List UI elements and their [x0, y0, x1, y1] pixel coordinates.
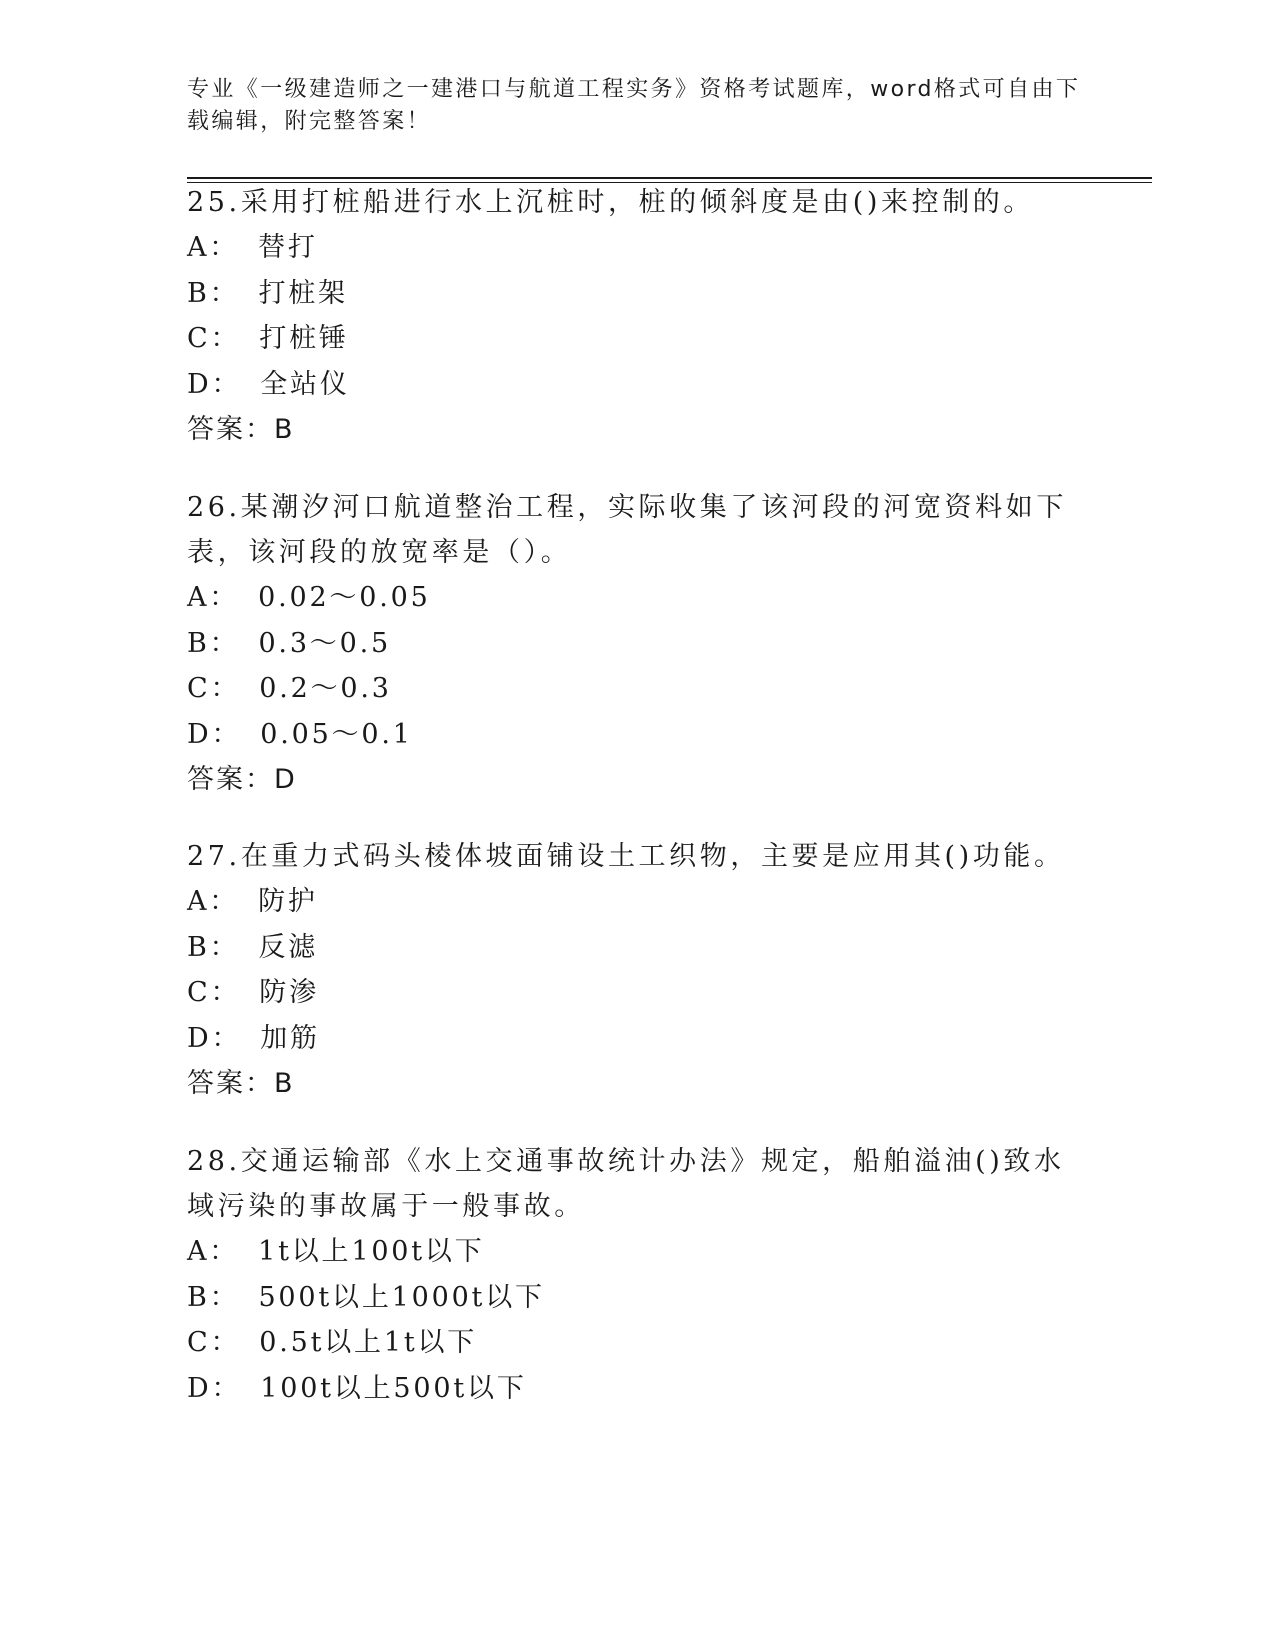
option-a	[187, 225, 1152, 271]
option-a	[187, 879, 1152, 925]
question-27	[187, 834, 1152, 1106]
option-text: 0.3～0.5	[258, 627, 391, 659]
document-page	[187, 0, 1152, 1650]
option-d	[187, 362, 1152, 408]
option-key: A：	[187, 582, 240, 613]
option-a	[187, 1229, 1152, 1275]
option-b	[187, 621, 1152, 667]
option-key: B：	[187, 1281, 240, 1313]
option-d	[187, 712, 1152, 758]
answer: 答案：D	[187, 764, 297, 795]
question-stem: 26.某潮汐河口航道整治工程，实际收集了该河段的河宽资料如下表，该河段的放宽率是（）。	[187, 492, 1067, 568]
answer: 答案：B	[187, 414, 295, 445]
option-c	[187, 316, 1152, 362]
option-c	[187, 970, 1152, 1016]
answer: 答案：B	[187, 1068, 295, 1099]
option-key: B：	[187, 627, 240, 659]
option-key: C：	[187, 1327, 241, 1358]
option-text: 0.05～0.1	[260, 718, 413, 750]
option-c	[187, 666, 1152, 712]
question-stem: 27.在重力式码头棱体坡面铺设土工织物，主要是应用其()功能。	[187, 841, 1065, 872]
option-b	[187, 271, 1152, 317]
option-a	[187, 575, 1152, 621]
option-text: 500t以上1000t以下	[258, 1281, 545, 1313]
option-key: D：	[187, 1022, 242, 1054]
option-d	[187, 1016, 1152, 1062]
option-key: B：	[187, 277, 240, 309]
question-28	[187, 1139, 1152, 1411]
option-key: C：	[187, 977, 241, 1008]
question-26	[187, 485, 1152, 802]
option-key: D：	[187, 368, 242, 400]
option-text: 0.2～0.3	[259, 673, 392, 704]
option-text: 100t以上500t以下	[260, 1372, 527, 1404]
option-key: A：	[187, 232, 240, 263]
document-header: 专业《一级建造师之一建港口与航道工程实务》资格考试题库，word格式可自由下载编辑，附完整答案！	[187, 77, 1081, 134]
option-key: B：	[187, 931, 240, 963]
question-stem: 25.采用打桩船进行水上沉桩时，桩的倾斜度是由()来控制的。	[187, 187, 1035, 218]
option-d	[187, 1366, 1152, 1412]
option-text: 打桩锤	[259, 323, 349, 354]
option-text: 加筋	[260, 1022, 320, 1054]
option-c	[187, 1320, 1152, 1366]
option-text: 防护	[258, 886, 318, 917]
option-b	[187, 1275, 1152, 1321]
option-key: C：	[187, 323, 241, 354]
header-divider-thick	[187, 177, 1152, 179]
option-key: D：	[187, 1372, 242, 1404]
question-stem: 28.交通运输部《水上交通事故统计办法》规定，船舶溢油()致水域污染的事故属于一般事故。	[187, 1146, 1065, 1222]
option-text: 替打	[258, 232, 318, 263]
question-25	[187, 180, 1152, 452]
option-text: 打桩架	[258, 277, 348, 309]
option-text: 全站仪	[260, 368, 350, 400]
option-key: A：	[187, 1236, 240, 1267]
option-text: 0.5t以上1t以下	[259, 1327, 478, 1358]
option-key: C：	[187, 673, 241, 704]
option-text: 1t以上100t以下	[258, 1236, 485, 1267]
option-key: A：	[187, 886, 240, 917]
option-b	[187, 925, 1152, 971]
option-text: 防渗	[259, 977, 319, 1008]
option-key: D：	[187, 718, 242, 750]
option-text: 0.02～0.05	[258, 582, 431, 613]
option-text: 反滤	[258, 931, 319, 963]
